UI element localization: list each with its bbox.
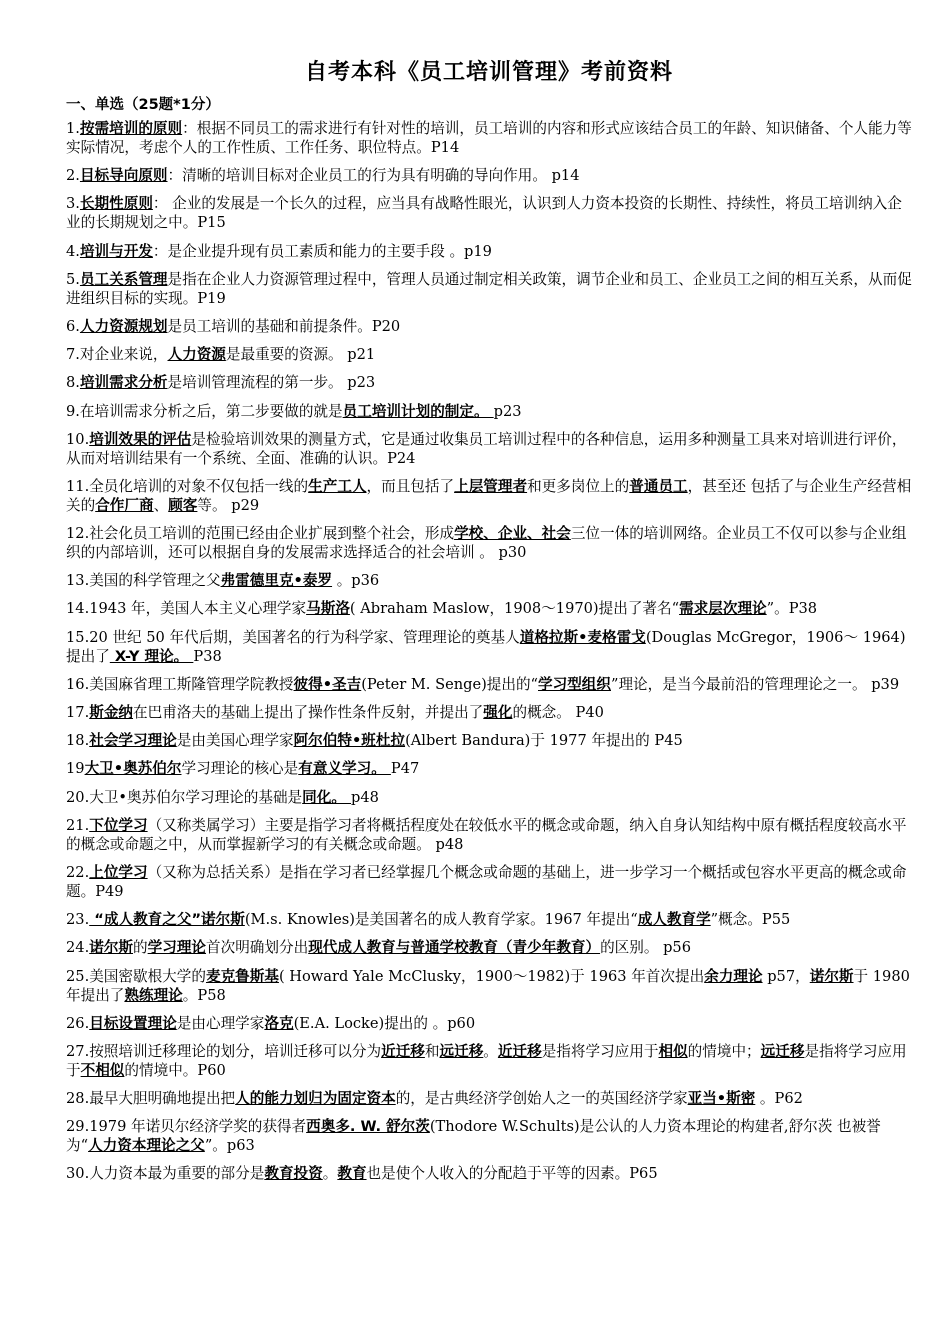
key-term: 教育 [337, 1165, 367, 1183]
item-text: 25.美国密歇根大学的 [66, 967, 206, 985]
item-text: ”概念。P55 [710, 911, 791, 929]
list-item [66, 938, 912, 957]
item-text: 。 [322, 1165, 338, 1183]
list-item [66, 731, 912, 750]
key-term: 彼得•圣吉 [293, 675, 362, 693]
item-text: 是检验培训效果的测量方式，它是通过收集员工培训过程中的各种信息，运用多种测量工具来对培训进行评价，从而对培训结果有一个系统、全面、准确的认识。P24 [66, 430, 907, 467]
item-text: 、 [153, 496, 169, 514]
item-text: 是指将学习应用于 [66, 1042, 907, 1079]
item-text: （又称为总括关系）是指在学习者已经掌握几个概念或命题的基础上，进一步学习一个概括或包容水平更高的概念或命题。P49 [66, 863, 907, 900]
item-text: (Peter M. Senge)提出的“ [361, 675, 539, 693]
item-text: 9.在培训需求分析之后，第二步要做的就是 [66, 402, 343, 420]
list-item [66, 373, 912, 392]
list-item [66, 477, 912, 515]
item-text: 1. [66, 120, 80, 137]
item-text: ：清晰的培训目标对企业员工的行为具有明确的导向作用。 p14 [167, 167, 580, 185]
key-term: 强化 [483, 704, 513, 721]
key-term: 顾客 [168, 496, 198, 514]
item-text: 于 1980 年提出了 [66, 967, 910, 1004]
item-text: 5. [66, 270, 80, 288]
key-term: 教育投资 [264, 1165, 323, 1183]
list-item [66, 1164, 912, 1183]
key-term: 道格拉斯•麦格雷戈 [519, 628, 646, 646]
list-item [66, 345, 912, 364]
item-text: 3. [66, 195, 80, 213]
item-text: ，甚至还 包括了与企业生产经营相关的 [66, 477, 912, 514]
item-text: ”。p63 [204, 1137, 255, 1155]
item-text: 。p36 [332, 572, 380, 590]
list-item [66, 1014, 912, 1033]
key-term: 按需培训的原则 [79, 120, 183, 137]
item-text: 等。 p29 [197, 496, 260, 514]
item-text: 20.大卫•奥苏伯尔学习理论的基础是 [66, 788, 303, 806]
key-term: 相似 [658, 1042, 688, 1060]
item-text: 和 [424, 1042, 440, 1060]
key-term: 弗雷德里克•泰罗 [220, 572, 333, 590]
list-item [66, 788, 912, 807]
question-list [66, 119, 912, 1183]
item-text: 。P62 [755, 1090, 803, 1108]
key-term: 下位学习 [89, 816, 148, 834]
key-term: “成人教育之父”诺尔斯 [89, 911, 245, 929]
item-text: 是指在企业人力资源管理过程中，管理人员通过制定相关政策，调节企业和员工、企业员工之间的相互关系，从而促进组织目标的实现。P19 [66, 270, 912, 307]
item-text: 29.1979 年诺贝尔经济学奖的获得者 [66, 1118, 307, 1136]
item-text: ： 企业的发展是一个长久的过程，应当具有战略性眼光，认识到人力资本投资的长期性、持续性，将员工培训纳入企业的长期规划之中。P15 [66, 195, 902, 232]
key-term: 培训与开发 [79, 242, 153, 260]
list-item [66, 194, 912, 232]
item-text: ：是企业提升现有员工素质和能力的主要手段 。p19 [152, 242, 492, 260]
item-text: p57， [762, 967, 810, 985]
key-term: 上层管理者 [454, 477, 528, 495]
item-text: 的，是古典经济学创始人之一的英国经济学家 [395, 1090, 688, 1108]
list-item [66, 967, 912, 1005]
item-text: 8. [66, 374, 80, 392]
key-term: 成人教育学 [637, 911, 711, 929]
list-item [66, 675, 912, 694]
item-text: ”。P38 [766, 600, 818, 618]
key-term: 目标导向原则 [79, 167, 168, 185]
key-term: 人力资源规划 [79, 317, 168, 335]
key-term: 阿尔伯特•班杜拉 [293, 732, 406, 750]
key-term: 上位学习 [89, 863, 148, 881]
list-item [66, 816, 912, 854]
item-text: 首次明确划分出 [206, 939, 309, 957]
item-text: 14.1943 年，美国人本主义心理学家 [66, 600, 307, 618]
item-text: (E.A. Locke)提出的 。p60 [293, 1014, 476, 1032]
list-item [66, 1042, 912, 1080]
item-text: ：根据不同员工的需求进行有针对性的培训，员工培训的内容和形式应该结合员工的年龄、知识储备、个人能力等实际情况，考虑个人的工作性质、工作任务、职位特点。P14 [66, 120, 912, 156]
key-term: 诺尔斯 [809, 967, 854, 985]
item-text: 4. [66, 242, 80, 260]
item-text: 16.美国麻省理工斯隆管理学院教授 [66, 675, 294, 693]
key-term: 现代成人教育与普通学校教育（青少年教育） [308, 939, 601, 957]
key-term: 学习型组织 [538, 675, 611, 693]
list-item [66, 571, 912, 590]
item-text: 是指将学习应用于 [541, 1042, 659, 1060]
key-term: 不相似 [80, 1061, 125, 1079]
key-term: 同化。 [302, 788, 352, 806]
item-text: 的概念。 P40 [512, 704, 604, 721]
item-text: 和更多岗位上的 [527, 477, 630, 495]
key-term: 远迁移 [760, 1042, 805, 1060]
item-text: P38 [193, 647, 222, 665]
item-text: 也是使个人收入的分配趋于平等的因素。P65 [366, 1165, 658, 1183]
list-item [66, 166, 912, 185]
item-text: 2. [66, 167, 80, 185]
item-text: 是员工培训的基础和前提条件。P20 [167, 317, 401, 335]
item-text: 三位一体的培训网络。企业员工不仅可以参与企业组织的内部培训，还可以根据自身的发展需求选择适合的社会培训 。 p30 [66, 525, 907, 562]
key-term: 洛克 [264, 1014, 294, 1032]
key-term: 人力资本理论之父 [88, 1137, 205, 1155]
list-item [66, 628, 912, 666]
list-item [66, 430, 912, 468]
item-text: 18. [66, 732, 90, 750]
item-text: 的 [133, 939, 148, 957]
key-term: 社会学习理论 [89, 732, 177, 750]
item-text: (M.s. Knowles)是美国著名的成人教育学家。1967 年提出“ [244, 911, 638, 929]
key-term: 斯金纳 [89, 704, 134, 721]
item-text: 28.最早大胆明确地提出把 [66, 1090, 236, 1108]
item-text: 是培训管理流程的第一步。 p23 [167, 374, 376, 392]
item-text: 是由心理学家 [176, 1014, 265, 1032]
list-item [66, 524, 912, 562]
key-term: 麦克鲁斯基 [205, 967, 279, 985]
item-text: 15.20 世纪 50 年代后期，美国著名的行为科学家、管理理论的奠基人 [66, 628, 520, 646]
item-text: 10. [66, 430, 90, 448]
key-term: 学校、企业、社会 [454, 525, 571, 543]
item-text: 的情境中； [687, 1042, 761, 1060]
item-text: 在巴甫洛夫的基础上提出了操作性条件反射，并提出了 [133, 704, 484, 721]
list-item [66, 910, 912, 929]
item-text: ，而且包括了 [366, 477, 455, 495]
key-term: 近迁移 [381, 1042, 425, 1060]
item-text: 30.人力资本最为重要的部分是 [66, 1165, 265, 1183]
item-text: 是由美国心理学家 [176, 732, 294, 750]
item-text: 22. [66, 863, 90, 881]
key-term: 马斯洛 [306, 600, 350, 618]
list-item [66, 402, 912, 421]
item-text: p48 [351, 788, 379, 806]
key-term: 近迁移 [497, 1042, 542, 1060]
item-text: 21. [66, 816, 90, 834]
item-text: 27.按照培训迁移理论的划分，培训迁移可以分为 [66, 1042, 382, 1060]
item-text: P47 [390, 760, 420, 778]
key-term: 生产工人 [308, 477, 367, 495]
item-text: 12.社会化员工培训的范围已经由企业扩展到整个社会，形成 [66, 525, 455, 543]
item-text: 是最重要的资源。 p21 [225, 346, 376, 364]
key-term: 员工培训计划的制定。 [342, 402, 494, 420]
list-item [66, 759, 912, 778]
item-text: 23. [66, 911, 90, 929]
key-term: 员工关系管理 [79, 270, 168, 288]
key-term: 普通员工 [629, 477, 688, 495]
list-item [66, 242, 912, 261]
item-text: 。 [483, 1042, 498, 1060]
list-item [66, 703, 912, 722]
key-term: 长期性原则 [79, 195, 153, 213]
item-text: （又称类属学习）主要是指学习者将概括程度处在较低水平的概念或命题，纳入自身认知结构中原有概括程度较高水平的概念或命题之中，从而掌握新学习的有关概念或命题。 p48 [66, 816, 907, 853]
key-term: 目标设置理论 [89, 1014, 177, 1032]
item-text: 26. [66, 1014, 90, 1032]
item-text: 学习理论的核心是 [181, 760, 299, 778]
item-text: ( Abraham Maslow，1908～1970)提出了著名“ [349, 600, 680, 618]
key-term: 远迁移 [439, 1042, 484, 1060]
key-term: 亚当•斯密 [687, 1090, 756, 1108]
key-term: 诺尔斯 [89, 939, 134, 957]
key-term: X-Y 理论。 [109, 647, 194, 665]
list-item [66, 863, 912, 901]
document-title: 自考本科《员工培训管理》考前资料 [304, 60, 673, 85]
item-text: p23 [493, 402, 522, 420]
key-term: 熟练理论 [124, 986, 183, 1004]
key-term: 需求层次理论 [679, 600, 767, 618]
key-term: 人力资源 [167, 346, 226, 364]
list-item [66, 599, 912, 618]
list-item [66, 119, 912, 157]
key-term: 人的能力划归为固定资本 [235, 1090, 396, 1108]
key-term: 合作厂商 [95, 496, 154, 514]
key-term: 余力理论 [704, 967, 763, 985]
item-text: 11.全员化培训的对象不仅包括一线的 [66, 477, 309, 495]
item-text: 17. [66, 704, 90, 721]
key-term: 培训效果的评估 [89, 430, 192, 448]
list-item [66, 317, 912, 336]
item-text: 。P58 [182, 986, 226, 1004]
item-text: 的情境中。P60 [124, 1061, 226, 1079]
item-text: 19 [66, 760, 85, 778]
item-text: 7.对企业来说， [66, 346, 168, 364]
item-text: ( Howard Yale McClusky，1900～1982)于 1963 年首次提出 [278, 967, 705, 985]
item-text: 24. [66, 939, 90, 957]
item-text: ”理论，是当今最前沿的管理理论之一。 p39 [611, 675, 900, 693]
key-term: 有意义学习。 [298, 760, 391, 778]
item-text: 6. [66, 317, 80, 335]
key-term: 大卫•奥苏伯尔 [84, 760, 182, 778]
item-text: (Thodore W.Schults)是公认的人力资本理论的构建者,舒尔茨 也被誉为“ [66, 1118, 881, 1155]
key-term: 学习理论 [147, 939, 207, 957]
key-term: 西奥多. W. 舒尔茨 [306, 1118, 430, 1136]
item-text: 的区别。 p56 [600, 939, 692, 957]
key-term: 培训需求分析 [79, 374, 168, 392]
item-text: (Douglas McGregor，1906～ 1964)提出了 [66, 628, 906, 665]
list-item [66, 270, 912, 308]
item-text: (Albert Bandura)于 1977 年提出的 P45 [405, 732, 683, 750]
section-heading: 一、单选（25题*1分） [66, 97, 220, 113]
item-text: 13.美国的科学管理之父 [66, 572, 221, 590]
list-item [66, 1089, 912, 1108]
list-item [66, 1117, 912, 1155]
